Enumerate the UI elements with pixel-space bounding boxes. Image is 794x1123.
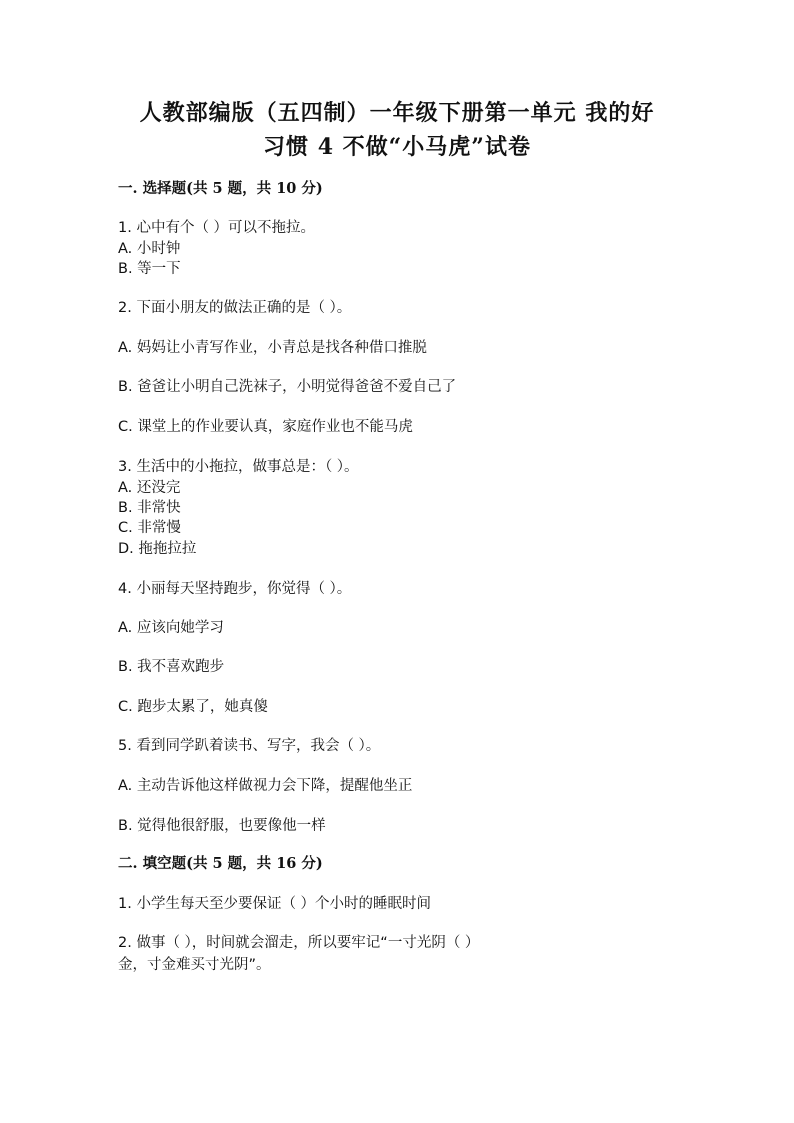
q5-stem: 5. 看到同学趴着读书、写字，我会（ ）。 <box>118 738 381 754</box>
q3-option-d: D. 拖拖拉拉 <box>118 541 197 557</box>
exam-title-line1: 人教部编版（五四制）一年级下册第一单元 我的好 <box>139 100 655 126</box>
fill-q2-line1: 2. 做事（ ），时间就会溜走，所以要牢记“一寸光阴（ ） <box>118 935 480 951</box>
q2-option-b: B. 爸爸让小明自己洗袜子，小明觉得爸爸不爱自己了 <box>118 379 457 395</box>
q1-stem: 1. 心中有个（ ）可以不拖拉。 <box>118 220 316 236</box>
q2-option-c: C. 课堂上的作业要认真，家庭作业也不能马虎 <box>118 419 413 435</box>
q1-option-a: A. 小时钟 <box>118 241 181 257</box>
q3-option-c: C. 非常慢 <box>118 520 181 536</box>
section1-heading: 一. 选择题(共 5 题，共 10 分) <box>118 180 323 197</box>
q1-option-b: B. 等一下 <box>118 261 181 277</box>
fill-q1: 1. 小学生每天至少要保证（ ）个小时的睡眠时间 <box>118 896 432 912</box>
q3-option-a: A. 还没完 <box>118 480 181 496</box>
q2-stem: 2. 下面小朋友的做法正确的是（ ）。 <box>118 300 352 316</box>
q4-stem: 4. 小丽每天坚持跑步，你觉得（ ）。 <box>118 581 352 597</box>
q5-option-b: B. 觉得他很舒服，也要像他一样 <box>118 818 326 834</box>
q4-option-c: C. 跑步太累了，她真傻 <box>118 699 268 715</box>
fill-q2-line2: 金，寸金难买寸光阴”。 <box>118 957 271 973</box>
q4-option-b: B. 我不喜欢跑步 <box>118 659 225 675</box>
exam-title-line2: 习惯 4 不做“小马虎”试卷 <box>263 134 531 160</box>
section2-heading: 二. 填空题(共 5 题，共 16 分) <box>118 855 323 872</box>
q3-option-b: B. 非常快 <box>118 500 181 516</box>
q5-option-a: A. 主动告诉他这样做视力会下降，提醒他坐正 <box>118 778 413 794</box>
q4-option-a: A. 应该向她学习 <box>118 620 224 636</box>
q2-option-a: A. 妈妈让小青写作业，小青总是找各种借口推脱 <box>118 340 427 356</box>
q3-stem: 3. 生活中的小拖拉，做事总是：（ ）。 <box>118 459 359 475</box>
